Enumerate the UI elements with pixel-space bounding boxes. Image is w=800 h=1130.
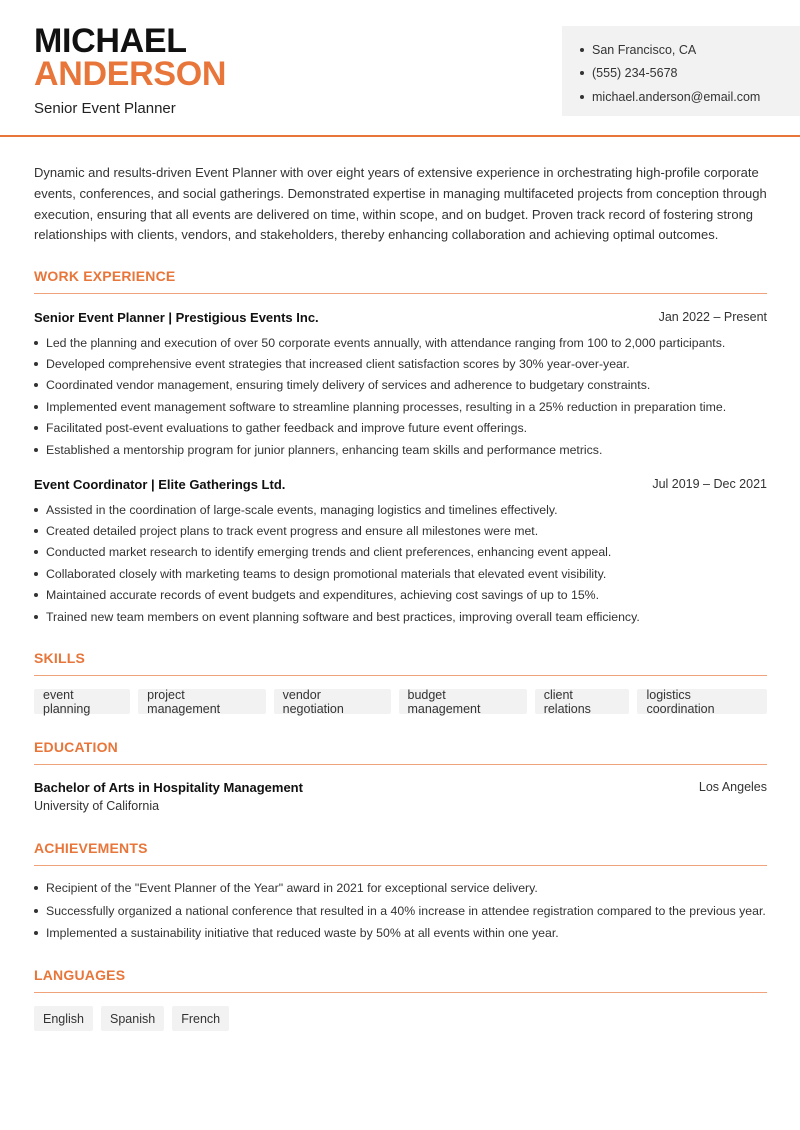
list-item bbox=[34, 542, 767, 563]
contact-email[interactable] bbox=[580, 85, 800, 109]
section-title-achievements: ACHIEVEMENTS bbox=[34, 840, 767, 866]
list-item bbox=[34, 439, 767, 460]
list-item-text: Successfully organized a national conference that resulted in a 40% increase in attendee registration compared to the previous year. bbox=[46, 903, 766, 918]
language-tag: French bbox=[172, 1006, 229, 1031]
skill-tag: logistics coordination bbox=[637, 689, 767, 714]
degree: Bachelor of Arts in Hospitality Management bbox=[34, 779, 303, 795]
list-item bbox=[34, 332, 767, 353]
list-item-text: Trained new team members on event planning software and best practices, improving overall team efficiency. bbox=[46, 609, 640, 624]
list-item bbox=[34, 563, 767, 584]
job-header bbox=[34, 308, 767, 326]
list-item-text: Established a mentorship program for junior planners, enhancing team skills and performance metrics. bbox=[46, 442, 603, 457]
list-item bbox=[34, 499, 767, 520]
list-item bbox=[34, 418, 767, 439]
contact-location-text: San Francisco, CA bbox=[592, 42, 697, 57]
list-item bbox=[34, 877, 767, 900]
section-title-education: EDUCATION bbox=[34, 739, 767, 765]
language-tag: Spanish bbox=[101, 1006, 164, 1031]
bullet-icon bbox=[34, 550, 38, 554]
skill-tag: event planning bbox=[34, 689, 130, 714]
skill-tag: client relations bbox=[535, 689, 630, 714]
skill-tag: vendor negotiation bbox=[274, 689, 391, 714]
list-item-text: Implemented event management software to streamline planning processes, resulting in a 25% reduction in preparation time. bbox=[46, 399, 727, 414]
job-date: Jul 2019 – Dec 2021 bbox=[652, 477, 767, 491]
bullet-icon bbox=[34, 405, 38, 409]
list-item-text: Implemented a sustainability initiative that reduced waste by 50% at all events within one year. bbox=[46, 926, 559, 941]
school-name: University of California bbox=[34, 799, 160, 813]
bullet-icon bbox=[580, 48, 584, 52]
job-date: Jan 2022 – Present bbox=[658, 310, 767, 324]
contact-phone bbox=[580, 62, 800, 86]
contact-box bbox=[562, 26, 800, 116]
bullet-icon bbox=[34, 529, 38, 533]
list-item bbox=[34, 606, 767, 627]
achievements-list bbox=[34, 877, 767, 945]
bullet-icon bbox=[34, 426, 38, 430]
skill-tag: project management bbox=[138, 689, 266, 714]
list-item-text: Conducted market research to identify emerging trends and client preferences, enhancing event appeal. bbox=[46, 545, 612, 560]
list-item-text: Assisted in the coordination of large-scale events, managing logistics and timelines effectively. bbox=[46, 502, 558, 517]
contact-email-text[interactable]: michael.anderson@email.com bbox=[592, 89, 761, 104]
list-item bbox=[34, 585, 767, 606]
job-title: Senior Event Planner | Prestigious Events Inc. bbox=[34, 309, 319, 325]
list-item-text: Coordinated vendor management, ensuring timely delivery of services and adherence to budgetary constraints. bbox=[46, 378, 651, 393]
section-title-languages: LANGUAGES bbox=[34, 967, 767, 993]
list-item-text: Developed comprehensive event strategies that increased client satisfaction scores by 30% year-over-year. bbox=[46, 357, 630, 372]
skills-list bbox=[34, 689, 767, 714]
education-header bbox=[34, 778, 767, 796]
bullet-icon bbox=[34, 383, 38, 387]
bullet-icon bbox=[34, 593, 38, 597]
list-item-text: Facilitated post-event evaluations to gather feedback and improve future event offerings. bbox=[46, 421, 528, 436]
list-item-text: Maintained accurate records of event budgets and expenditures, achieving cost savings of up to 15%. bbox=[46, 588, 600, 603]
list-item bbox=[34, 520, 767, 541]
list-item-text: Created detailed project plans to track event progress and ensure all milestones were met. bbox=[46, 524, 539, 539]
bullet-icon bbox=[580, 95, 584, 99]
skill-tag: budget management bbox=[399, 689, 527, 714]
bullet-icon bbox=[34, 931, 38, 935]
section-title-work: WORK EXPERIENCE bbox=[34, 268, 767, 294]
bullet-icon bbox=[34, 909, 38, 913]
last-name: ANDERSON bbox=[34, 55, 227, 93]
resume-header bbox=[0, 0, 800, 137]
list-item bbox=[34, 396, 767, 417]
bullet-icon bbox=[34, 615, 38, 619]
job-title: Event Coordinator | Elite Gatherings Ltd. bbox=[34, 476, 286, 492]
bullet-icon bbox=[34, 448, 38, 452]
job-bullets bbox=[34, 332, 767, 460]
list-item-text: Collaborated closely with marketing teams to design promotional materials that elevated event visibility. bbox=[46, 566, 607, 581]
list-item bbox=[34, 922, 767, 945]
languages-list bbox=[34, 1006, 767, 1031]
language-tag: English bbox=[34, 1006, 93, 1031]
list-item bbox=[34, 900, 767, 923]
job-bullets bbox=[34, 499, 767, 627]
contact-location bbox=[580, 38, 800, 62]
job-header bbox=[34, 475, 767, 493]
list-item bbox=[34, 353, 767, 374]
summary: Dynamic and results-driven Event Planner with over eight years of extensive experience in orchestrating high-profile corporate events, conferences, and social gatherings. Demonstrated expertise in managing multifaceted projects from conception through execution, ensuring that all events are delivered on time, within scope, and on budget. Proven track record of fostering strong relationships with clients, vendors, and stakeholders, thereby enhancing collaboration and achieving optimal outcomes. bbox=[34, 165, 767, 243]
job-title-heading: Senior Event Planner bbox=[34, 100, 176, 117]
bullet-icon bbox=[34, 362, 38, 366]
bullet-icon bbox=[34, 508, 38, 512]
first-name: MICHAEL bbox=[34, 22, 187, 60]
bullet-icon bbox=[34, 572, 38, 576]
list-item-text: Recipient of the "Event Planner of the Year" award in 2021 for exceptional service delivery. bbox=[46, 881, 538, 896]
list-item bbox=[34, 375, 767, 396]
bullet-icon bbox=[34, 341, 38, 345]
bullet-icon bbox=[34, 886, 38, 890]
section-title-skills: SKILLS bbox=[34, 650, 767, 676]
contact-phone-text: (555) 234-5678 bbox=[592, 66, 678, 81]
list-item-text: Led the planning and execution of over 50 corporate events annually, with attendance ranging from 100 to 2,000 participants. bbox=[46, 335, 726, 350]
bullet-icon bbox=[580, 71, 584, 75]
education-location: Los Angeles bbox=[698, 780, 767, 794]
